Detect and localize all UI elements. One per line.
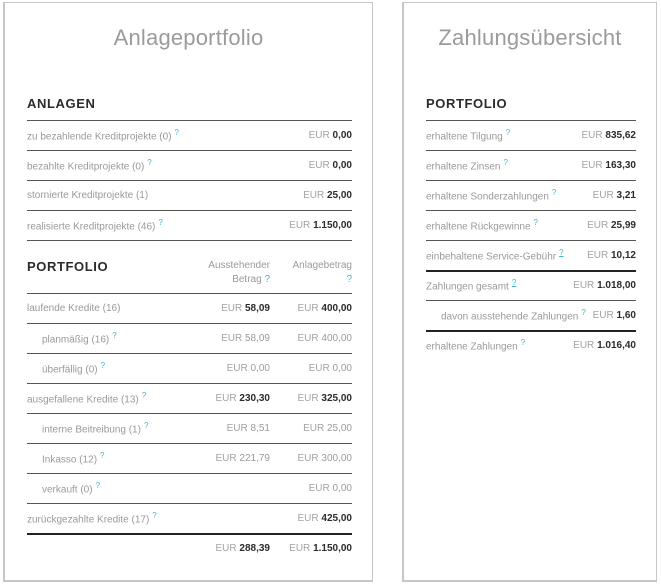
divider: [27, 240, 352, 241]
help-icon[interactable]: ?: [346, 274, 352, 285]
table-row: zurückgezahlte Kredite (17) ? EUR 425,00: [27, 510, 352, 526]
invested-amount: 300,00: [321, 452, 352, 464]
amount: 1.018,00: [597, 279, 636, 291]
invested-amount: 325,00: [321, 392, 352, 404]
row-label: erhaltene Rückgewinne: [426, 221, 531, 233]
row-label: zurückgezahlte Kredite (17): [27, 514, 150, 526]
amount: 1.016,40: [597, 339, 636, 351]
list-item: Zahlungen gesamt ? EUR 1.018,00: [426, 277, 636, 293]
help-icon[interactable]: ?: [520, 337, 526, 347]
list-item: [27, 120, 352, 150]
help-icon[interactable]: ?: [533, 217, 538, 227]
amount: 3,21: [616, 189, 636, 201]
help-icon[interactable]: ?: [100, 360, 106, 370]
outstanding-amount: 230,30: [239, 392, 270, 404]
invested-amount: 400,00: [321, 332, 352, 344]
total-invested: 1.150,00: [313, 542, 352, 554]
help-icon[interactable]: ?: [147, 157, 152, 167]
outstanding-amount: 58,09: [244, 332, 270, 344]
column-header-invested: Anlagebetrag ?: [292, 260, 352, 285]
amount: 10,12: [610, 249, 636, 261]
help-icon[interactable]: ?: [264, 274, 270, 285]
section-heading-anlagen: ANLAGEN: [27, 96, 96, 111]
amount: 163,30: [605, 159, 636, 171]
row-label: laufende Kredite (16): [27, 302, 121, 314]
total-row: EUR 288,39 EUR 1.150,00: [215, 542, 352, 554]
help-icon[interactable]: ?: [581, 307, 586, 317]
column-header-outstanding: Ausstehender Betrag ?: [208, 260, 270, 285]
row-label: erhaltene Zinsen: [426, 161, 501, 173]
section-heading-portfolio: PORTFOLIO: [27, 259, 109, 274]
row-label: erhaltene Zahlungen: [426, 341, 518, 353]
payment-overview-panel: [402, 2, 657, 582]
panel-title: Zahlungsübersicht: [438, 25, 622, 50]
help-icon[interactable]: ?: [141, 390, 147, 400]
row-label: stornierte Kreditprojekte (1): [27, 189, 149, 201]
amount: 25,99: [610, 219, 636, 231]
amount: 0,00: [332, 159, 352, 171]
list-item: erhaltene Sonderzahlungen ? EUR 3,21: [426, 187, 636, 203]
help-icon[interactable]: ?: [100, 450, 105, 460]
list-item: erhaltene Rückgewinne ? EUR 25,99: [426, 217, 636, 233]
outstanding-amount: 8,51: [250, 422, 270, 434]
invested-amount: 425,00: [321, 512, 352, 524]
row-label: Inkasso (12): [42, 454, 98, 466]
currency: EUR: [303, 189, 325, 201]
list-item: davon ausstehende Zahlungen ? EUR 1,60: [441, 307, 636, 323]
table-row: interne Beitreibung (1) ? EUR 8,51 EUR 25,00: [42, 420, 352, 436]
total-outstanding: 288,39: [239, 542, 270, 554]
help-icon[interactable]: ?: [551, 187, 557, 197]
invested-amount: 0,00: [332, 362, 352, 374]
investment-portfolio-panel: [3, 2, 373, 582]
outstanding-amount: 221,79: [239, 452, 270, 464]
help-icon[interactable]: ?: [503, 157, 508, 167]
outstanding-amount: 0,00: [250, 362, 270, 374]
currency: EUR: [289, 219, 311, 231]
panel-title: Anlageportfolio: [113, 25, 264, 50]
table-row: laufende Kredite (16) EUR 58,09 EUR 400,00: [27, 302, 352, 314]
help-icon[interactable]: ?: [511, 277, 517, 287]
invested-amount: 0,00: [332, 482, 352, 494]
list-item: [27, 150, 352, 180]
outstanding-amount: 58,09: [244, 302, 270, 314]
help-icon[interactable]: ?: [559, 247, 564, 257]
help-icon[interactable]: ?: [152, 510, 157, 520]
row-label: verkauft (0): [42, 484, 93, 496]
row-label: zu bezahlende Kreditprojekte (0): [27, 131, 172, 143]
help-icon[interactable]: ?: [143, 420, 149, 430]
table-row: ausgefallene Kredite (13) ? EUR 230,30 EUR 325,00: [27, 390, 352, 406]
list-item: einbehaltene Service-Gebühr ? EUR 10,12: [426, 247, 636, 263]
list-item: [27, 210, 352, 240]
row-label: erhaltene Tilgung: [426, 131, 503, 143]
amount: 25,00: [326, 189, 352, 201]
list-item: [27, 180, 352, 210]
row-label: realisierte Kreditprojekte (46): [27, 221, 156, 233]
table-row: Inkasso (12) ? EUR 221,79 EUR 300,00: [42, 450, 352, 466]
currency: EUR: [308, 129, 330, 141]
row-label: planmäßig (16): [42, 334, 110, 346]
row-label: bezahlte Kreditprojekte (0): [27, 161, 145, 173]
row-label: ausgefallene Kredite (13): [27, 394, 139, 406]
invested-amount: 400,00: [321, 302, 352, 314]
row-label: Zahlungen gesamt: [426, 281, 509, 293]
help-icon[interactable]: ?: [174, 127, 179, 137]
list-item: erhaltene Zinsen ? EUR 163,30: [426, 157, 636, 173]
amount: 835,62: [605, 129, 636, 141]
amount: 1.150,00: [313, 219, 352, 231]
amount: 1,60: [616, 309, 636, 321]
invested-amount: 25,00: [326, 422, 352, 434]
row-label: einbehaltene Service-Gebühr: [426, 251, 557, 263]
help-icon[interactable]: ?: [158, 217, 163, 227]
table-row: verkauft (0) ? EUR 0,00: [42, 480, 352, 496]
row-label: interne Beitreibung (1): [42, 424, 141, 436]
amount: 0,00: [332, 129, 352, 141]
help-icon[interactable]: ?: [112, 330, 117, 340]
table-row: überfällig (0) ? EUR 0,00 EUR 0,00: [42, 360, 352, 376]
section-heading-portfolio: PORTFOLIO: [426, 96, 508, 111]
row-label: erhaltene Sonderzahlungen: [426, 191, 549, 203]
help-icon[interactable]: ?: [95, 480, 101, 490]
row-label: überfällig (0): [42, 364, 98, 376]
table-row: planmäßig (16) ? EUR 58,09 EUR 400,00: [42, 330, 352, 346]
help-icon[interactable]: ?: [505, 127, 511, 137]
list-item: erhaltene Tilgung ? EUR 835,62: [426, 127, 636, 143]
row-label: davon ausstehende Zahlungen: [441, 311, 579, 323]
currency: EUR: [308, 159, 330, 171]
list-item: erhaltene Zahlungen ? EUR 1.016,40: [426, 337, 636, 353]
